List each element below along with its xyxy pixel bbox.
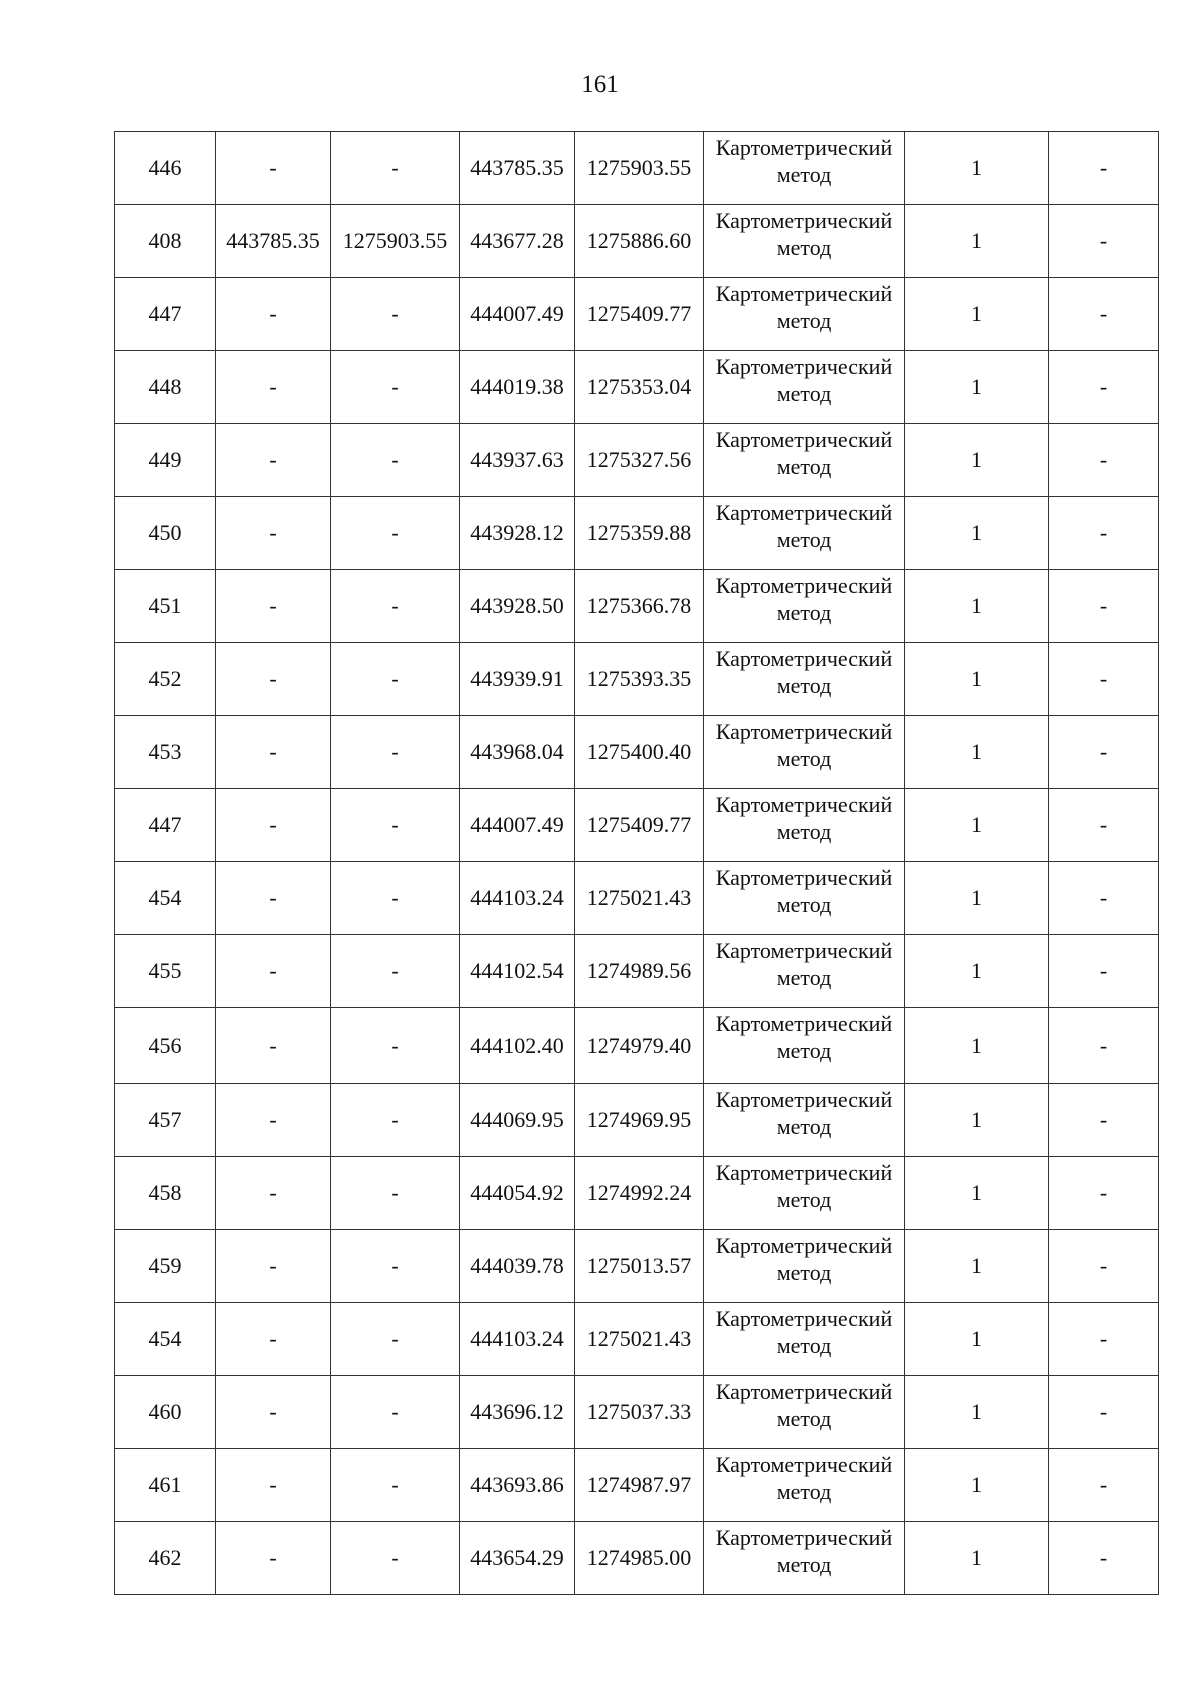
cell-y-refined: 1275359.88 — [575, 497, 704, 570]
cell-note: - — [1049, 643, 1159, 716]
cell-note: - — [1049, 570, 1159, 643]
cell-y-refined: 1274969.95 — [575, 1084, 704, 1157]
cell-accuracy: 1 — [905, 1008, 1049, 1084]
cell-y-existing: - — [331, 789, 460, 862]
cell-accuracy: 1 — [905, 1522, 1049, 1595]
cell-note: - — [1049, 1449, 1159, 1522]
cell-point-number: 450 — [115, 497, 216, 570]
cell-y-existing: - — [331, 424, 460, 497]
cell-y-refined: 1275327.56 — [575, 424, 704, 497]
cell-x-refined: 444102.54 — [460, 935, 575, 1008]
cell-method: Картометрический метод — [704, 132, 905, 205]
cell-method: Картометрический метод — [704, 935, 905, 1008]
cell-note: - — [1049, 789, 1159, 862]
cell-y-refined: 1274985.00 — [575, 1522, 704, 1595]
cell-y-refined: 1275037.33 — [575, 1376, 704, 1449]
cell-note: - — [1049, 862, 1159, 935]
cell-point-number: 461 — [115, 1449, 216, 1522]
cell-method: Картометрический метод — [704, 1522, 905, 1595]
cell-x-existing: - — [216, 789, 331, 862]
table-row — [115, 1008, 1159, 1084]
cell-x-existing: - — [216, 424, 331, 497]
table-row — [115, 1522, 1159, 1595]
cell-note: - — [1049, 1157, 1159, 1230]
table-row — [115, 789, 1159, 862]
cell-accuracy: 1 — [905, 497, 1049, 570]
cell-point-number: 452 — [115, 643, 216, 716]
cell-x-refined: 443654.29 — [460, 1522, 575, 1595]
cell-x-refined: 444069.95 — [460, 1084, 575, 1157]
cell-y-refined: 1274979.40 — [575, 1008, 704, 1084]
cell-x-refined: 443968.04 — [460, 716, 575, 789]
cell-y-refined: 1275021.43 — [575, 1303, 704, 1376]
cell-accuracy: 1 — [905, 1157, 1049, 1230]
cell-point-number: 454 — [115, 862, 216, 935]
table-body — [115, 132, 1159, 1595]
cell-x-refined: 444007.49 — [460, 789, 575, 862]
cell-note: - — [1049, 1084, 1159, 1157]
cell-y-existing: - — [331, 716, 460, 789]
cell-x-refined: 444019.38 — [460, 351, 575, 424]
cell-accuracy: 1 — [905, 351, 1049, 424]
cell-point-number: 446 — [115, 132, 216, 205]
cell-x-existing: - — [216, 1157, 331, 1230]
cell-accuracy: 1 — [905, 643, 1049, 716]
cell-note: - — [1049, 205, 1159, 278]
cell-x-refined: 443785.35 — [460, 132, 575, 205]
cell-x-existing: - — [216, 278, 331, 351]
cell-point-number: 454 — [115, 1303, 216, 1376]
cell-y-refined: 1275409.77 — [575, 278, 704, 351]
cell-x-existing: - — [216, 935, 331, 1008]
cell-point-number: 447 — [115, 278, 216, 351]
cell-x-refined: 443693.86 — [460, 1449, 575, 1522]
cell-y-existing: - — [331, 862, 460, 935]
cell-method: Картометрический метод — [704, 351, 905, 424]
cell-y-existing: - — [331, 1157, 460, 1230]
cell-point-number: 453 — [115, 716, 216, 789]
cell-note: - — [1049, 1230, 1159, 1303]
cell-x-refined: 443696.12 — [460, 1376, 575, 1449]
cell-method: Картометрический метод — [704, 570, 905, 643]
cell-x-existing: - — [216, 1303, 331, 1376]
cell-y-refined: 1275400.40 — [575, 716, 704, 789]
cell-note: - — [1049, 1008, 1159, 1084]
cell-accuracy: 1 — [905, 132, 1049, 205]
cell-y-refined: 1275021.43 — [575, 862, 704, 935]
cell-method: Картометрический метод — [704, 1230, 905, 1303]
table-row — [115, 570, 1159, 643]
cell-method: Картометрический метод — [704, 278, 905, 351]
cell-x-existing: - — [216, 351, 331, 424]
cell-note: - — [1049, 132, 1159, 205]
cell-y-refined: 1274987.97 — [575, 1449, 704, 1522]
cell-x-refined: 444103.24 — [460, 862, 575, 935]
cell-point-number: 458 — [115, 1157, 216, 1230]
cell-point-number: 455 — [115, 935, 216, 1008]
cell-y-existing: - — [331, 643, 460, 716]
cell-x-refined: 444054.92 — [460, 1157, 575, 1230]
table-row — [115, 1230, 1159, 1303]
cell-accuracy: 1 — [905, 1449, 1049, 1522]
cell-method: Картометрический метод — [704, 1008, 905, 1084]
cell-y-existing: - — [331, 1303, 460, 1376]
table-row — [115, 351, 1159, 424]
cell-x-existing: - — [216, 1230, 331, 1303]
cell-accuracy: 1 — [905, 424, 1049, 497]
cell-accuracy: 1 — [905, 716, 1049, 789]
table-row — [115, 1157, 1159, 1230]
cell-x-refined: 444103.24 — [460, 1303, 575, 1376]
cell-method: Картометрический метод — [704, 1449, 905, 1522]
cell-accuracy: 1 — [905, 278, 1049, 351]
cell-x-refined: 444007.49 — [460, 278, 575, 351]
cell-method: Картометрический метод — [704, 789, 905, 862]
cell-point-number: 447 — [115, 789, 216, 862]
cell-note: - — [1049, 351, 1159, 424]
table-row — [115, 1449, 1159, 1522]
cell-method: Картометрический метод — [704, 716, 905, 789]
cell-method: Картометрический метод — [704, 1084, 905, 1157]
table-row — [115, 1303, 1159, 1376]
cell-point-number: 456 — [115, 1008, 216, 1084]
cell-y-existing: - — [331, 1449, 460, 1522]
cell-x-existing: - — [216, 643, 331, 716]
table-row — [115, 862, 1159, 935]
cell-note: - — [1049, 1303, 1159, 1376]
cell-y-refined: 1275366.78 — [575, 570, 704, 643]
cell-note: - — [1049, 278, 1159, 351]
cell-x-existing: - — [216, 570, 331, 643]
cell-point-number: 449 — [115, 424, 216, 497]
cell-method: Картометрический метод — [704, 1303, 905, 1376]
cell-x-refined: 443928.50 — [460, 570, 575, 643]
cell-y-existing: - — [331, 351, 460, 424]
cell-x-refined: 443677.28 — [460, 205, 575, 278]
cell-point-number: 462 — [115, 1522, 216, 1595]
cell-y-refined: 1274992.24 — [575, 1157, 704, 1230]
cell-point-number: 460 — [115, 1376, 216, 1449]
cell-accuracy: 1 — [905, 1376, 1049, 1449]
cell-x-refined: 443939.91 — [460, 643, 575, 716]
cell-x-refined: 443928.12 — [460, 497, 575, 570]
cell-x-existing: - — [216, 132, 331, 205]
cell-accuracy: 1 — [905, 1230, 1049, 1303]
cell-accuracy: 1 — [905, 205, 1049, 278]
cell-y-existing: - — [331, 1376, 460, 1449]
cell-x-refined: 443937.63 — [460, 424, 575, 497]
cell-method: Картометрический метод — [704, 424, 905, 497]
cell-x-existing: - — [216, 1522, 331, 1595]
cell-x-existing: - — [216, 1008, 331, 1084]
cell-y-existing: - — [331, 1084, 460, 1157]
cell-point-number: 408 — [115, 205, 216, 278]
table-row — [115, 643, 1159, 716]
cell-y-existing: - — [331, 497, 460, 570]
cell-point-number: 457 — [115, 1084, 216, 1157]
table-row — [115, 497, 1159, 570]
cell-y-existing: - — [331, 1522, 460, 1595]
cell-y-refined: 1274989.56 — [575, 935, 704, 1008]
cell-note: - — [1049, 424, 1159, 497]
cell-accuracy: 1 — [905, 789, 1049, 862]
cell-x-existing: - — [216, 716, 331, 789]
cell-x-refined: 444102.40 — [460, 1008, 575, 1084]
cell-note: - — [1049, 1522, 1159, 1595]
cell-accuracy: 1 — [905, 1303, 1049, 1376]
cell-accuracy: 1 — [905, 570, 1049, 643]
cell-y-existing: - — [331, 1008, 460, 1084]
cell-y-existing: 1275903.55 — [331, 205, 460, 278]
cell-method: Картометрический метод — [704, 643, 905, 716]
coordinates-table — [114, 131, 1159, 1595]
cell-accuracy: 1 — [905, 1084, 1049, 1157]
cell-y-refined: 1275013.57 — [575, 1230, 704, 1303]
cell-x-existing: 443785.35 — [216, 205, 331, 278]
table-row — [115, 132, 1159, 205]
cell-y-refined: 1275903.55 — [575, 132, 704, 205]
cell-point-number: 448 — [115, 351, 216, 424]
cell-note: - — [1049, 716, 1159, 789]
cell-y-existing: - — [331, 570, 460, 643]
cell-method: Картометрический метод — [704, 1376, 905, 1449]
table-row — [115, 278, 1159, 351]
cell-method: Картометрический метод — [704, 497, 905, 570]
table-row — [115, 205, 1159, 278]
cell-note: - — [1049, 497, 1159, 570]
page-number: 161 — [581, 71, 619, 98]
cell-note: - — [1049, 1376, 1159, 1449]
cell-note: - — [1049, 935, 1159, 1008]
cell-method: Картометрический метод — [704, 862, 905, 935]
cell-y-existing: - — [331, 1230, 460, 1303]
cell-point-number: 459 — [115, 1230, 216, 1303]
table-row — [115, 935, 1159, 1008]
cell-x-existing: - — [216, 497, 331, 570]
cell-x-existing: - — [216, 862, 331, 935]
table-row — [115, 1376, 1159, 1449]
cell-y-existing: - — [331, 278, 460, 351]
cell-y-refined: 1275393.35 — [575, 643, 704, 716]
cell-method: Картометрический метод — [704, 1157, 905, 1230]
cell-accuracy: 1 — [905, 935, 1049, 1008]
table-row — [115, 716, 1159, 789]
cell-x-existing: - — [216, 1449, 331, 1522]
cell-x-refined: 444039.78 — [460, 1230, 575, 1303]
cell-y-existing: - — [331, 935, 460, 1008]
cell-point-number: 451 — [115, 570, 216, 643]
cell-y-refined: 1275353.04 — [575, 351, 704, 424]
cell-y-refined: 1275409.77 — [575, 789, 704, 862]
cell-x-existing: - — [216, 1084, 331, 1157]
cell-accuracy: 1 — [905, 862, 1049, 935]
table-row — [115, 424, 1159, 497]
cell-x-existing: - — [216, 1376, 331, 1449]
cell-y-refined: 1275886.60 — [575, 205, 704, 278]
cell-method: Картометрический метод — [704, 205, 905, 278]
table-row — [115, 1084, 1159, 1157]
cell-y-existing: - — [331, 132, 460, 205]
